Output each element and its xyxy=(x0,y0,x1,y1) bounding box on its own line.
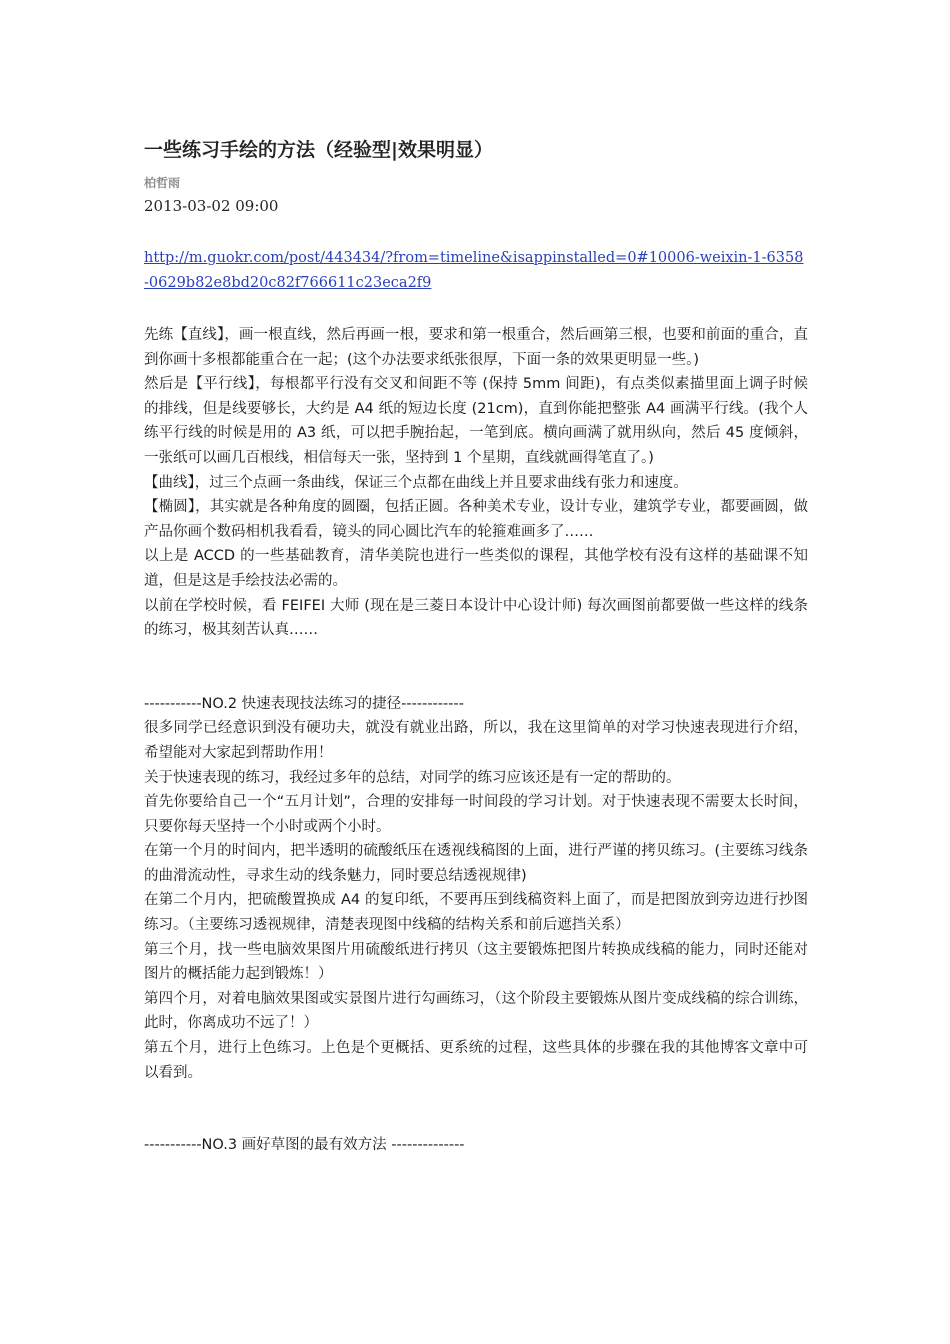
source-link[interactable]: http://m.guokr.com/post/443434/?from=timeline&isappinstalled=0#10006-weixin-1-6358-0629b82e8bd20c82f766611c23eca2f9 xyxy=(144,250,804,291)
paragraph-parallel-line: 然后是【平行线】，每根都平行没有交叉和间距不等 (保持 5mm 间距)，有点类似素描里面上调子时候的排线，但是线要够长，大约是 A4 纸的短边长度 (21cm)，直到你能把整张 A4 画满平行线。(我个人练平行线的时候是用的 A3 纸，可以把手腕抬起，一笔到底。横向画满了就用纵向，然后 45 度倾斜，一张纸可以画几百根线，相信每天一张，坚持到 1 个星期，直线就画得笔直了。) xyxy=(144,376,808,466)
paragraph-ellipse: 【椭圆】，其实就是各种角度的圆圈，包括正圆。各种美术专业，设计专业，建筑学专业，都要画圆，做产品你画个数码相机我看看，镜头的同心圆比汽车的轮箍难画多了…… xyxy=(144,499,808,540)
paragraph-intro: 很多同学已经意识到没有硬功夫，就没有就业出路，所以，我在这里简单的对学习快速表现进行介绍，希望能对大家起到帮助作用！ xyxy=(144,720,808,761)
document-page xyxy=(144,134,808,1158)
paragraph-straight-line: 先练【直线】，画一根直线，然后再画一根，要求和第一根重合，然后画第三根，也要和前面的重合，直到你画十多根都能重合在一起；(这个办法要求纸张很厚，下面一条的效果更明显一些。) xyxy=(144,327,808,368)
paragraph-accd: 以上是 ACCD 的一些基础教育，清华美院也进行一些类似的课程，其他学校有没有这样的基础课不知道，但是这是手绘技法必需的。 xyxy=(144,548,808,589)
paragraph-month-5: 第五个月，进行上色练习。上色是个更概括、更系统的过程，这些具体的步骤在我的其他博客文章中可以看到。 xyxy=(144,1040,808,1081)
post-date: 2013-03-02 09:00 xyxy=(144,197,279,215)
section-heading-no3: -----------NO.3 画好草图的最有效方法 -------------- xyxy=(144,1137,465,1154)
paragraph-feifei: 以前在学校时候，看 FEIFEI 大师 (现在是三菱日本设计中心设计师) 每次画图前都要做一些这样的线条的练习，极其刻苦认真…… xyxy=(144,597,808,639)
paragraph-summary: 关于快速表现的练习，我经过多年的总结，对同学的练习应该还是有一定的帮助的。 xyxy=(144,769,681,786)
article-title: 一些练习手绘的方法（经验型|效果明显） xyxy=(144,139,493,161)
paragraph-month-2: 在第二个月内，把硫酸置换成 A4 的复印纸，不要再压到线稿资料上面了，而是把图放到旁边进行抄图练习。（主要练习透视规律，清楚表现图中线稿的结构关系和前后遮挡关系） xyxy=(144,892,808,934)
paragraph-curve: 【曲线】，过三个点画一条曲线，保证三个点都在曲线上并且要求曲线有张力和速度。 xyxy=(144,474,688,491)
author-name: 柏哲雨 xyxy=(144,176,181,190)
paragraph-month-3: 第三个月，找一些电脑效果图片用硫酸纸进行拷贝（这主要锻炼把图片转换成线稿的能力，同时还能对图片的概括能力起到锻炼！） xyxy=(144,941,808,983)
section-2 xyxy=(144,692,808,1086)
section-3 xyxy=(144,1133,808,1158)
paragraph-plan: 首先你要给自己一个“五月计划”，合理的安排每一时间段的学习计划。对于快速表现不需要太长时间，只要你每天坚持一个小时或两个小时。 xyxy=(144,794,808,835)
paragraph-month-4: 第四个月，对着电脑效果图或实景图片进行勾画练习，（这个阶段主要锻炼从图片变成线稿的综合训练，此时，你离成功不远了！） xyxy=(144,990,808,1032)
paragraph-month-1: 在第一个月的时间内，把半透明的硫酸纸压在透视线稿图的上面，进行严谨的拷贝练习。(主要练习线条的曲滑流动性，寻求生动的线条魅力，同时要总结透视规律) xyxy=(144,843,808,884)
section-1 xyxy=(144,323,808,643)
section-heading-no2: -----------NO.2 快速表现技法练习的捷径------------ xyxy=(144,695,464,712)
